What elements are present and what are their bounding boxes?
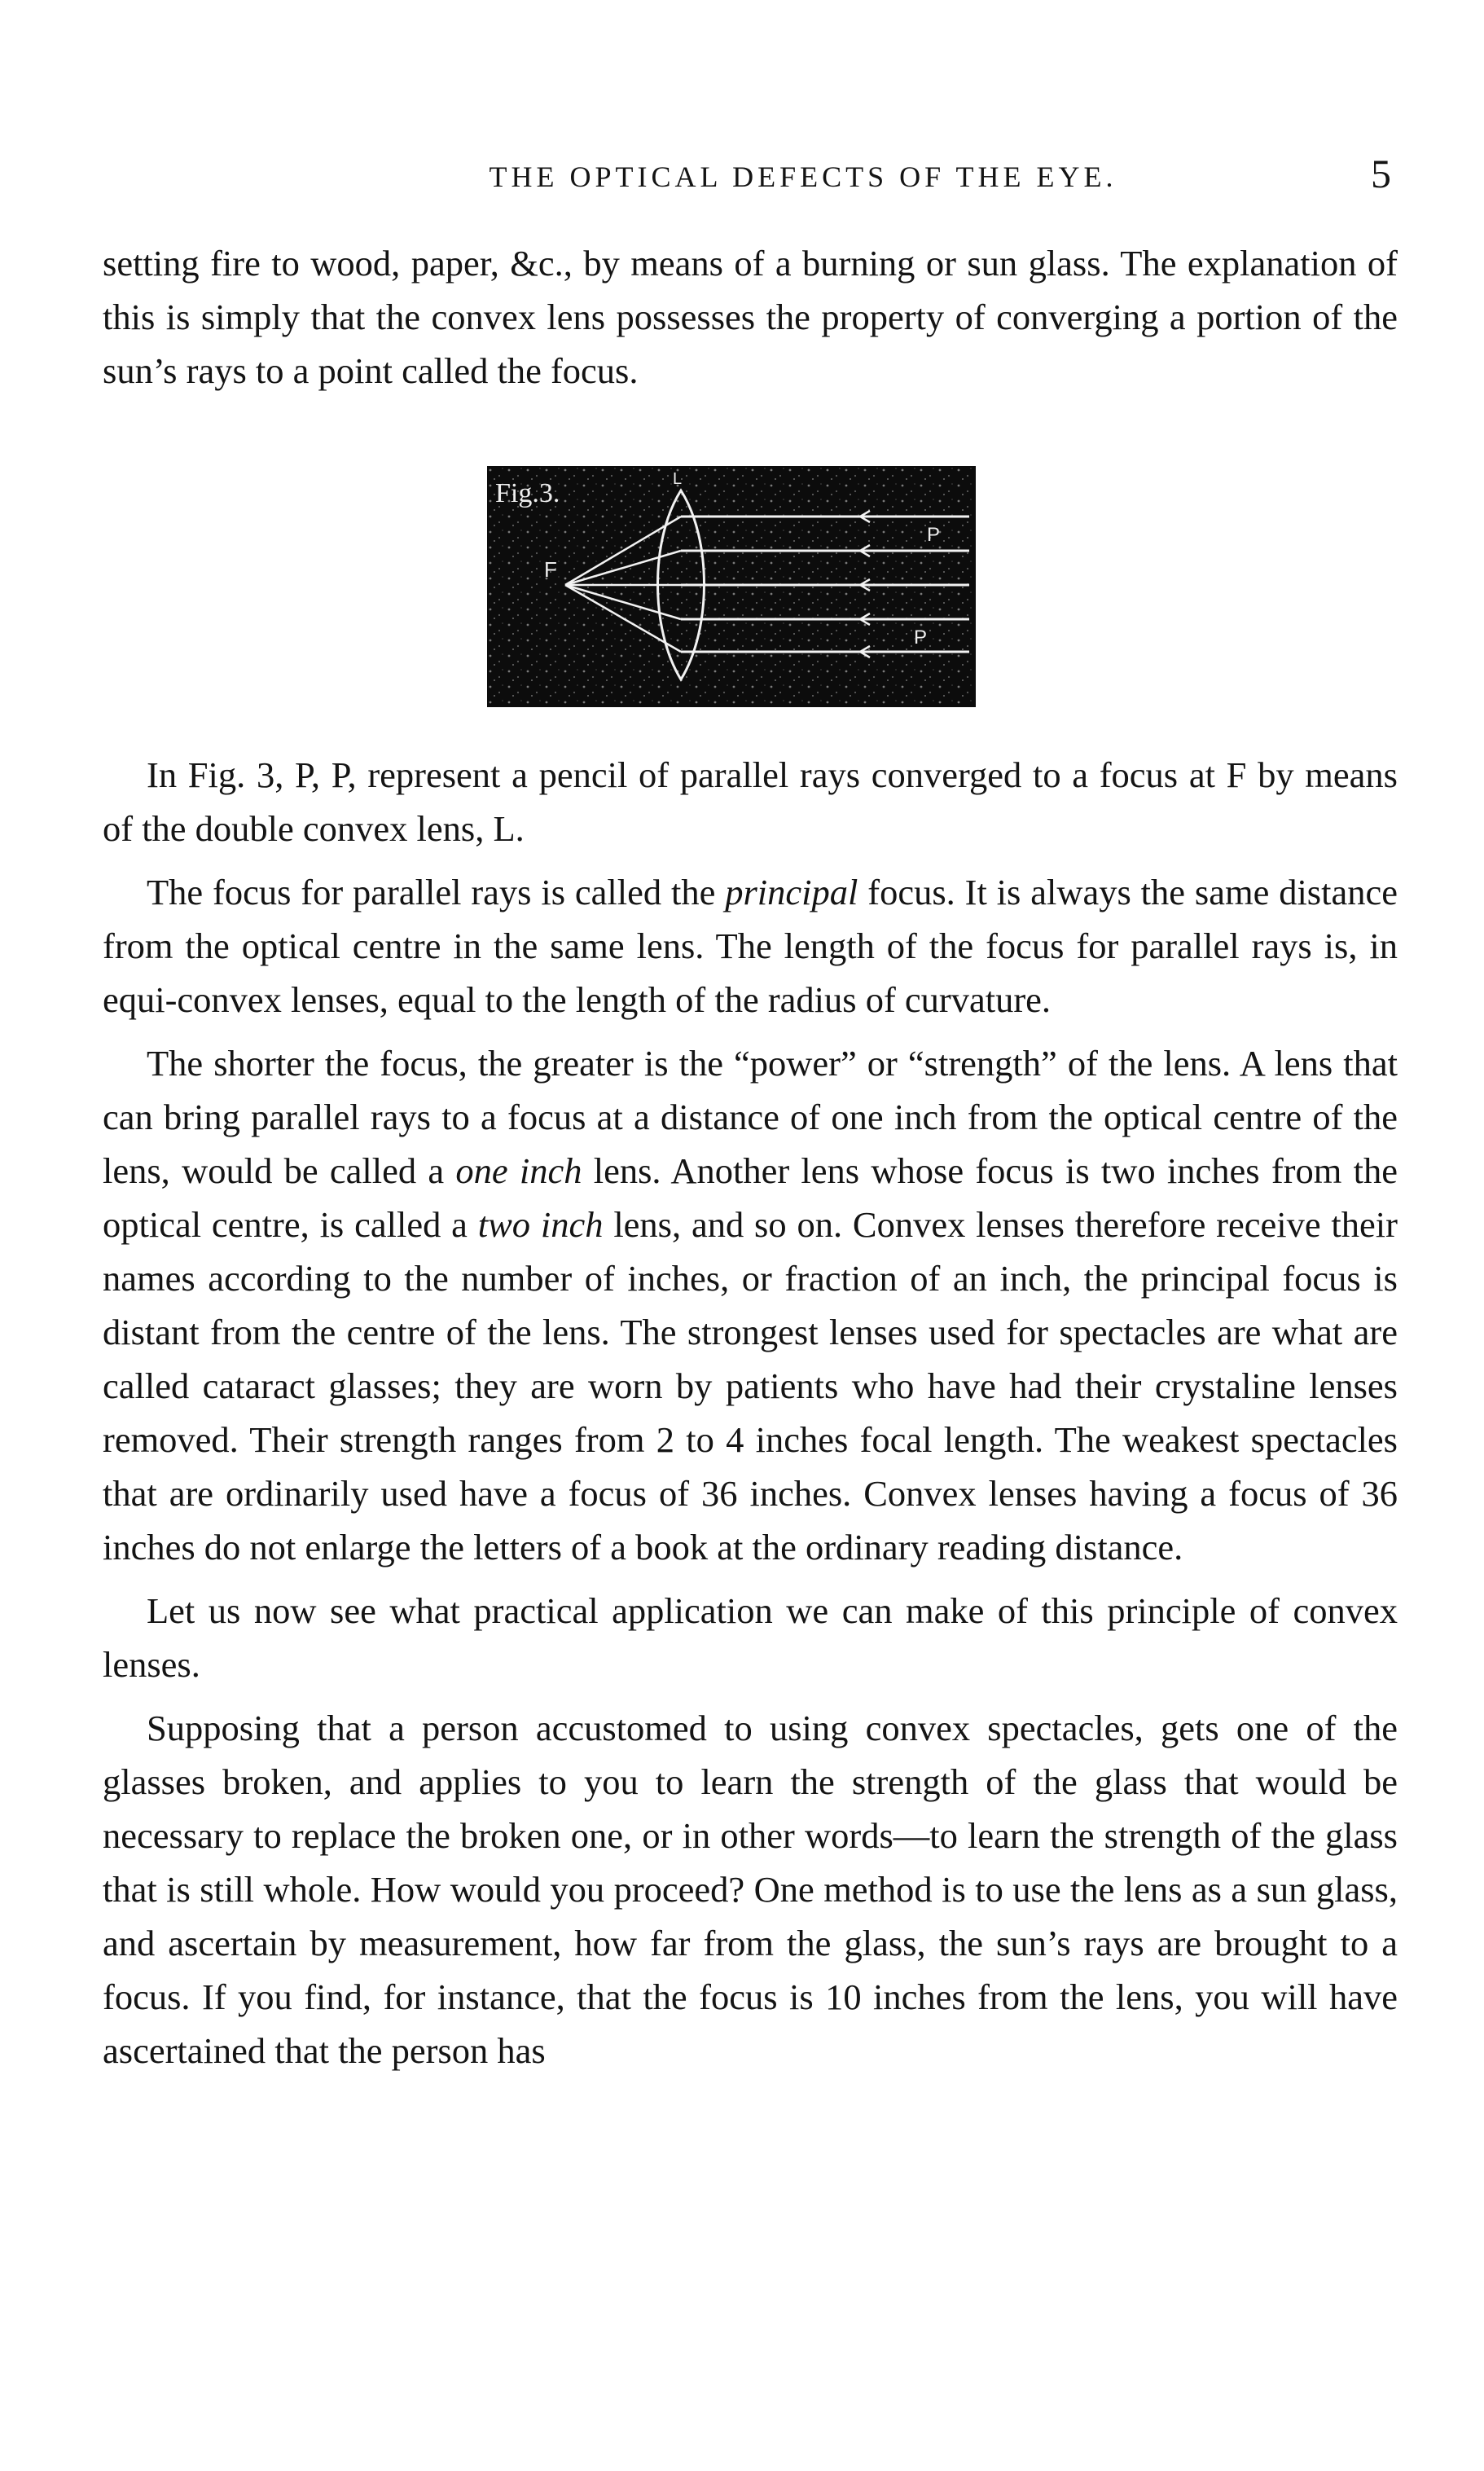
text-block-top — [103, 236, 1398, 398]
lens-label: L — [673, 470, 683, 488]
paragraph: In Fig. 3, P, P, represent a pencil of parallel rays converged to a focus at F by means of the double convex lens, L. — [103, 754, 1398, 849]
page-header — [103, 151, 1398, 212]
text-run: The focus for parallel rays is called the — [147, 872, 726, 912]
lens-ray-diagram — [487, 466, 976, 707]
italic-term: one inch — [455, 1150, 582, 1191]
text-run: lens. Another lens whose focus is two inches from the optical centre, is called a — [103, 1150, 1398, 1245]
paragraph — [103, 1036, 1398, 1574]
text-run: lens, and so on. Convex lenses therefore receive their names according to the number of inches, or fraction of an inch, the principal focus is distant from the centre of the lens. The strongest lenses used for spectacles are what are called cataract glasses; they are worn by patients who have had their crystaline lenses removed. Their strength ranges from 2 to 4 inches focal length. The weakest spectacles that are ordinarily used have a focus of 36 inches. Convex lenses having a focus of 36 inches do not enlarge the letters of a book at the ordinary reading distance. — [103, 1204, 1398, 1567]
paragraph: Let us now see what practical application we can make of this principle of convex lenses. — [103, 1590, 1398, 1685]
focus-label: F — [544, 557, 557, 582]
italic-term: two inch — [477, 1204, 604, 1245]
figure-background — [487, 466, 976, 707]
fig-label: Fig.3. — [495, 478, 560, 508]
running-head: THE OPTICAL DEFECTS OF THE EYE. — [489, 160, 1117, 193]
text-block-bottom — [103, 748, 1398, 2077]
ray-label-bottom: P — [914, 627, 928, 649]
figure-3 — [487, 466, 976, 707]
text-run: focus. It is always the same distance from the optical centre in the same lens. The length of the focus for parallel rays is, in equi-convex lenses, equal to the length of the radius of curvature. — [103, 872, 1398, 1020]
paragraph: Supposing that a person accustomed to using convex spectacles, gets one of the glasses broken, and applies to you to learn the strength of the glass that would be necessary to replace the broken one, or in other words—to learn the strength of the glass that is still whole. How would you proceed? One method is to use the lens as a sun glass, and ascertain by measurement, how far from the glass, the sun’s rays are brought to a focus. If you find, for instance, that the focus is 10 inches from the lens, you will have ascertained that the person has — [103, 1708, 1398, 2071]
italic-term: principal — [725, 872, 858, 912]
page-number: 5 — [1371, 151, 1391, 196]
paragraph: setting fire to wood, paper, &c., by means of a burning or sun glass. The explanation of this is simply that the convex lens possesses the property of converging a portion of the sun’s rays to a point called the focus. — [103, 243, 1398, 391]
paragraph — [103, 865, 1398, 1027]
text-run: The shorter the focus, the greater is the “power” or “strength” of the lens. A lens that can bring parallel rays to a focus at a distance of one inch from the optical centre of the lens, would be called a — [103, 1043, 1398, 1191]
ray-label-top: P — [927, 524, 941, 546]
